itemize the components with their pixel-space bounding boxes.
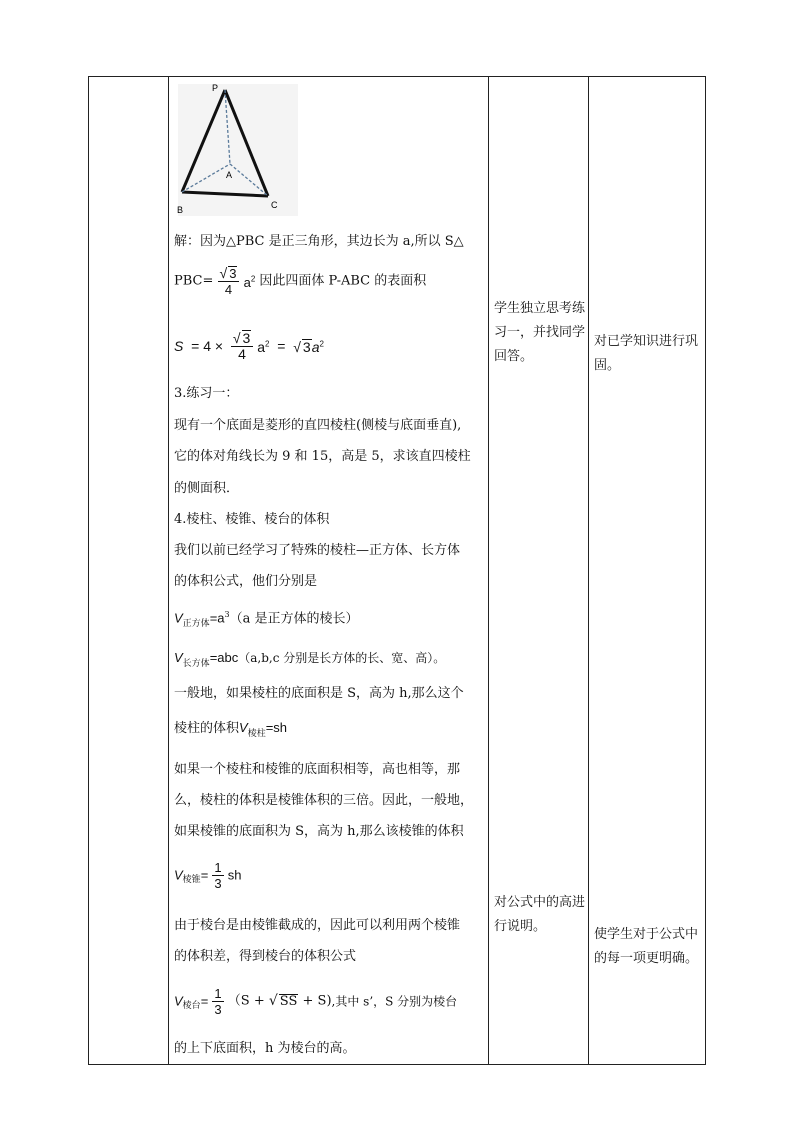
- v-subscript: 棱柱: [247, 729, 266, 739]
- practice-line: 的侧面积．: [174, 481, 240, 496]
- solution-prefix: PBC=: [174, 273, 214, 289]
- column-divider: [168, 77, 169, 1064]
- formula-rad: 3: [302, 339, 311, 356]
- sqrt3-over-4-b: $\frac{√ 3}{4}$: [231, 330, 253, 362]
- formula-eq2: =: [273, 338, 290, 354]
- pyramid-volume-formula: [174, 860, 242, 891]
- cube-exp: 3: [224, 610, 230, 619]
- label-p: P: [212, 83, 219, 93]
- practice-heading: 3.练习一：: [174, 386, 239, 401]
- solution-suffix: 因此四面体 P-ABC 的表面积: [259, 273, 427, 289]
- solution-formula-line: PBC= $\frac{√ 3}{4}$ $a^2$ 因此四面体 P-ABC 的表面积: [174, 265, 427, 297]
- volume-heading: 4.棱柱、棱锥、棱台的体积: [174, 512, 330, 527]
- formula-a: a: [257, 339, 265, 356]
- column-divider: [488, 77, 489, 1064]
- prism-eq: =sh: [265, 720, 288, 735]
- cuboid-volume-formula: [174, 650, 445, 668]
- pyramid-line: 如果棱锥的底面积为 S，高为 h,那么该棱锥的体积: [174, 824, 464, 839]
- frac-num-b: 3: [242, 330, 251, 346]
- sqrt3-over-4: $\frac{√ 3}{4}$: [218, 266, 240, 297]
- frac-den-b: 4: [238, 346, 246, 362]
- surface-area-formula: S = 4 × $\frac{√ 3}{4}$ $a^2$ = √ $3a^2$: [174, 330, 324, 362]
- practice-line: 它的体对角线长为 9 和 15，高是 5，求该直四棱柱: [174, 449, 471, 464]
- pyramid-diagram: [172, 78, 302, 218]
- student-activity-1: 学生独立思考练习一，并找同学回答。: [494, 301, 586, 364]
- frustum-line: 由于棱台是由棱锥截成的，因此可以利用两个棱锥: [174, 918, 461, 933]
- pyramid-line: 如果一个棱柱和棱锥的底面积相等，高也相等，那: [174, 762, 461, 777]
- frac-den: 4: [224, 282, 233, 297]
- v-symbol: V: [174, 993, 183, 1009]
- frac-num: 1: [214, 986, 222, 1001]
- volume-line: 我们以前已经学习了特殊的棱柱—正方体、长方体: [174, 543, 461, 558]
- frustum-line: 的上下底面积，h 为棱台的高。: [174, 1041, 356, 1056]
- frustum-eq: =: [200, 993, 209, 1009]
- formula-eq: = 4 ×: [187, 338, 227, 354]
- formula-s: S: [174, 338, 184, 354]
- frustum-line: 的体积差，得到棱台的体积公式: [174, 949, 357, 964]
- diagram-background: [178, 84, 298, 216]
- lesson-table: [88, 76, 706, 1065]
- volume-line: 的体积公式，他们分别是: [174, 574, 318, 589]
- v-symbol: V: [174, 867, 183, 883]
- solution-line: 解：因为△PBC 是正三角形，其边长为 a,所以 S△: [174, 234, 464, 249]
- frustum-close: + S): [298, 993, 332, 1009]
- design-intent-1: 对已学知识进行巩固。: [594, 334, 699, 373]
- v-subscript: 棱台: [182, 1000, 201, 1011]
- v-subscript: 长方体: [182, 659, 210, 669]
- frac-den: 3: [214, 1002, 222, 1017]
- v-subscript: 正方体: [182, 619, 210, 630]
- cube-volume-formula: [174, 607, 359, 628]
- design-intent-2: 使学生对于公式中的每一项更明确。: [594, 927, 699, 966]
- cube-eq: =a: [209, 610, 225, 626]
- cuboid-eq: =abc: [209, 650, 239, 665]
- one-third: [212, 860, 223, 891]
- frustum-plus: +: [249, 993, 269, 1009]
- frustum-open: （S: [227, 993, 250, 1009]
- frustum-volume-formula: $V_{棱台}=$ $\frac{1}{3}$ （S + √ SS + S),其中 s’，S 分别为棱台: [174, 986, 458, 1017]
- v-subscript: 棱锥: [182, 874, 201, 885]
- label-c: C: [271, 200, 278, 210]
- one-third: [212, 986, 223, 1017]
- v-symbol: V: [239, 720, 248, 735]
- v-symbol: V: [174, 610, 183, 626]
- frac-num: 1: [214, 860, 222, 875]
- pyramid-tail: sh: [227, 867, 242, 883]
- prism-prefix: 棱柱的体积: [174, 721, 240, 736]
- pyramid-eq: =: [200, 867, 209, 883]
- v-symbol: V: [174, 650, 183, 665]
- cube-note: （a 是正方体的棱长）: [229, 611, 359, 627]
- cuboid-note: （a,b,c 分别是长方体的长、宽、高）。: [238, 651, 446, 665]
- label-b: B: [177, 205, 184, 215]
- frustum-after: ,其中 s’，S 分别为棱台: [331, 994, 458, 1009]
- pyramid-line: 么，棱柱的体积是棱锥体积的三倍。因此，一般地，: [174, 793, 474, 808]
- practice-line: 现有一个底面是菱形的直四棱柱(侧棱与底面垂直),: [174, 418, 462, 433]
- frac-den: 3: [214, 876, 222, 891]
- column-divider: [588, 77, 589, 1064]
- frac-num: 3: [229, 266, 237, 281]
- label-a: A: [226, 170, 233, 180]
- formula-a2: a: [311, 339, 320, 356]
- student-activity-2: 对公式中的高进行说明。: [494, 895, 586, 934]
- frustum-rad: SS: [279, 994, 298, 1009]
- prism-volume-line: [174, 720, 287, 738]
- prism-line: 一般地，如果棱柱的底面积是 S，高为 h,那么这个: [174, 686, 464, 701]
